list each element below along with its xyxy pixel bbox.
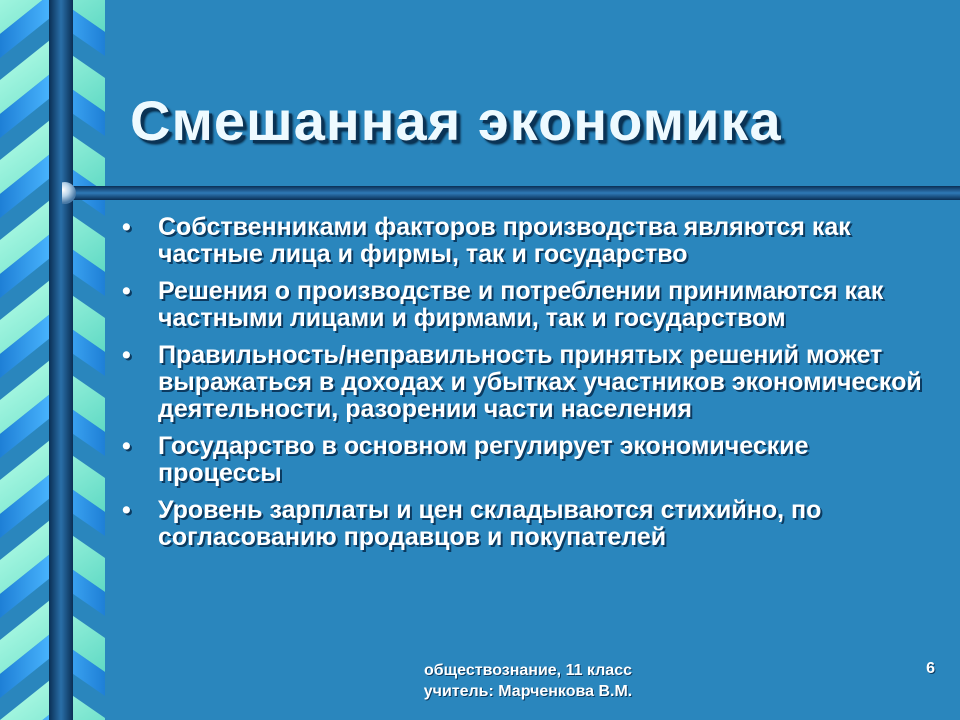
bullet-text: Собственниками факторов производства являются как частные лица и фирмы, так и государство [158,213,851,268]
bullet-icon: • [122,341,131,369]
bullet-text: Правильность/неправильность принятых решений может выражаться в доходах и убытках участников экономической деятельности, разорении части населения [158,341,922,423]
bullet-icon: • [122,213,131,241]
slide-footer: обществознание, 11 класс учитель: Марченкова В.М. [423,662,633,700]
bullet-icon: • [122,496,131,524]
list-item [118,433,938,487]
bullet-text: Государство в основном регулирует экономические процессы [158,432,809,487]
bullet-text: Решения о производстве и потреблении принимаются как частными лицами и фирмами, так и государством [158,277,884,332]
bullet-text: Уровень зарплаты и цен складываются стихийно, по согласованию продавцов и покупателей [158,496,822,551]
bullet-icon: • [122,277,131,305]
bullet-list [118,214,938,561]
list-item [118,342,938,423]
page-number: 6 [926,660,935,677]
slide-title: Смешанная экономика [130,89,782,152]
decorative-ribbon [0,0,110,720]
list-item [118,214,938,268]
list-item [118,497,938,551]
title-divider-bar [62,182,960,204]
list-item [118,278,938,332]
bullet-icon: • [122,432,131,460]
